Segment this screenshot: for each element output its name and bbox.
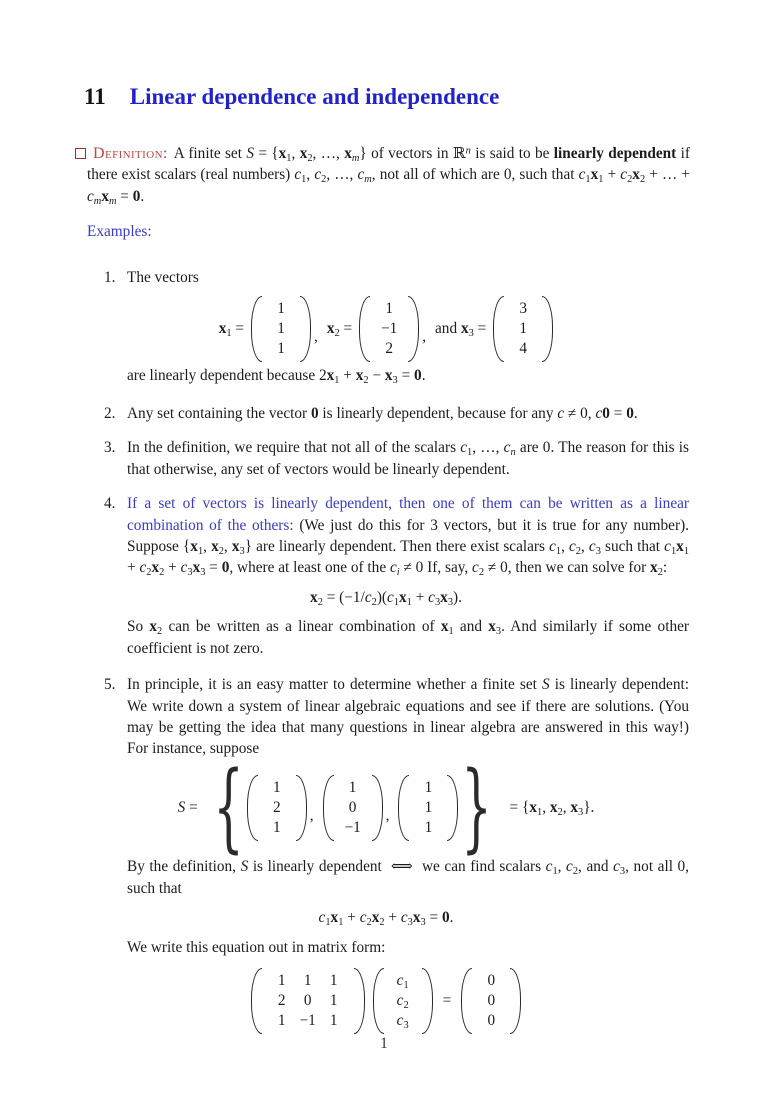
matrix-equation [83,968,689,1034]
left-paren-icon [359,296,370,362]
document-page [0,84,768,1052]
item-number: 5. [104,676,116,694]
item-number: 4. [104,495,116,513]
item-4-body: (We just do this for 3 vectors, but it is true for any number). Suppose {$x_1$, $x_2$, $x_3$} are linearly dependent. Then there exist scalars $c_1$, $c_2$, $c_3$ such that $c_1x_1 + c_2x_2 + c_3x_3 = 0$, where at least one of the $c_i \ne 0$ If, say, $c_2 \ne 0$, then we can solve for $x_2$: [127,516,690,579]
item-4-lead: If a set of vectors is linearly dependent, then one of them can be written as a linear combination of the others: [127,495,689,534]
matrix-entry: 2 [277,992,286,1010]
page-number: 1 [380,1035,388,1052]
vector-entry: 1 [272,818,281,836]
unknowns-vector [373,968,433,1034]
list-item-1 [104,267,689,386]
item-1-intro: The vectors [127,269,199,287]
right-paren-icon [354,968,365,1034]
left-paren-icon [251,968,262,1034]
left-paren-icon [493,296,504,362]
matrix-entry: 1 [277,972,286,990]
right-paren-icon [542,296,553,362]
equals-sign: = [442,992,452,1010]
section-title: Linear dependence and independence [129,84,500,109]
left-paren-icon [323,775,334,841]
right-paren-icon [296,775,307,841]
linear-combination-equation: $c_1x_1 + c_2x_2 + c_3x_3 = 0$. [318,909,454,929]
vector-entry: 1 [519,319,528,337]
separator: , [385,806,390,824]
matrix-entry: 1 [329,972,338,990]
section-heading [84,84,690,110]
right-brace-icon: } [461,750,493,863]
vector-entry: 1 [277,299,285,317]
item-1-conclusion: are linearly dependent because $2x_1 + x_2 - x_3 = 0$. [127,366,426,386]
solve-x2-equation: $x_2 = (-1/c_2)(c_1x_1 + c_3x_3)$. [310,588,462,608]
left-paren-icon [251,296,262,362]
examples-heading: Examples: [87,223,152,241]
set-equals-names: = {$x_1$, $x_2$, $x_3$}. [509,798,595,818]
zero-vector [461,968,521,1034]
set-vector-2 [323,775,383,841]
item-4-text [127,493,689,579]
item-number: 2. [104,405,116,423]
section-number: 11 [84,84,106,109]
definition-body: A finite set $S = \{x_1$, $x_2$, …, $x_m$} of vectors in ℝ$^n$ is said to be linearly dependent if there exist scalars (real numbers) $c_1$, $c_2$, …, $c_m$, not all of which are 0, such that $c_1x_1 + c_2x_2$ + … + $c_mx_m = 0$. [87,145,691,207]
right-paren-icon [422,968,433,1034]
vector-x1-label: $x_1$ = [218,319,245,339]
definition-label: Definition: [93,145,168,162]
item-2-text: Any set containing the vector 0 is linearly dependent, because for any c ≠ 0, c0 = 0. [127,405,638,423]
vector-entry: 1 [272,778,281,796]
vector-entry: $c_1$ [396,971,409,991]
left-paren-icon [247,775,258,841]
separator: , [309,806,314,824]
set-vector-1 [247,775,307,841]
vector-entry: 1 [424,798,433,816]
matrix-entry: 1 [303,972,312,990]
vector-entry: $c_3$ [396,1011,409,1031]
coefficient-matrix [251,968,365,1034]
vector-entry: $c_2$ [396,991,409,1011]
vector-entry: 0 [487,971,496,989]
vector-x3-label: and $x_3$ = [435,319,487,339]
vector-x2 [359,296,419,362]
right-paren-icon [300,296,311,362]
vector-entry: 0 [487,991,496,1009]
vector-entry: 2 [385,339,394,357]
item-3-text: In the definition, we require that not all of the scalars $c_1$, …, $c_n$ are 0. The reason for this is that otherwise, any set of vectors would be linearly dependent. [127,439,690,478]
list-item-5 [104,674,689,1034]
vector-entry: −1 [344,818,361,836]
vector-entry: 1 [348,778,357,796]
matrix-entry: 1 [329,992,338,1010]
vector-entry: 1 [424,818,433,836]
matrix-entry: 0 [303,992,312,1010]
vector-entry: 1 [424,778,433,796]
left-paren-icon [373,968,384,1034]
vector-entry: 1 [277,319,285,337]
matrix-entry: 1 [277,1012,286,1030]
list-item-2 [104,403,689,424]
vector-entry: 0 [487,1011,496,1029]
vector-entry: 0 [348,798,357,816]
vector-entry: 1 [385,299,394,317]
vector-entry: 1 [277,339,285,357]
left-paren-icon [398,775,409,841]
list-item-3 [104,437,690,480]
item-5-by-definition: By the definition, S is linearly dependent ⟺ we can find scalars $c_1$, $c_2$, and $c_3$, not all 0, such that [127,858,689,897]
separator: , [422,327,427,345]
vector-entry: 2 [272,798,281,816]
vector-x1 [251,296,311,362]
set-vector-3 [398,775,458,841]
left-brace-icon: { [212,750,244,863]
item-number: 3. [104,439,116,457]
vector-entry: −1 [381,319,398,337]
item-5-intro: In principle, it is an easy matter to determine whether a finite set S is linearly dependent: We write down a system of linear algebraic equations and see if there are solutions. (You may be getting the idea that many questions in linear algebra are answered in this way!) For instance, suppose [127,676,689,758]
vector-x3 [493,296,553,362]
set-definition-equation [83,750,689,863]
vector-entry: 3 [519,299,528,317]
list-item-4 [104,493,690,659]
definition-square-icon [75,148,86,159]
vector-entry: 4 [519,339,528,357]
right-paren-icon [408,296,419,362]
definition-paragraph [87,143,690,207]
right-paren-icon [372,775,383,841]
item-5-matrix-intro: We write this equation out in matrix form: [127,938,386,956]
item-number: 1. [104,269,116,287]
right-paren-icon [447,775,458,841]
matrix-entry: −1 [299,1012,316,1030]
right-paren-icon [510,968,521,1034]
separator: , [314,327,318,345]
set-label: S = [177,798,198,816]
matrix-entry: 1 [329,1012,338,1030]
item-4-conclusion: So $x_2$ can be written as a linear combination of $x_1$ and $x_3$. And similarly if some other coefficient is not zero. [127,618,689,657]
left-paren-icon [461,968,472,1034]
vector-definitions-equation [83,296,689,362]
vector-x2-label: $x_2$ = [326,319,353,339]
